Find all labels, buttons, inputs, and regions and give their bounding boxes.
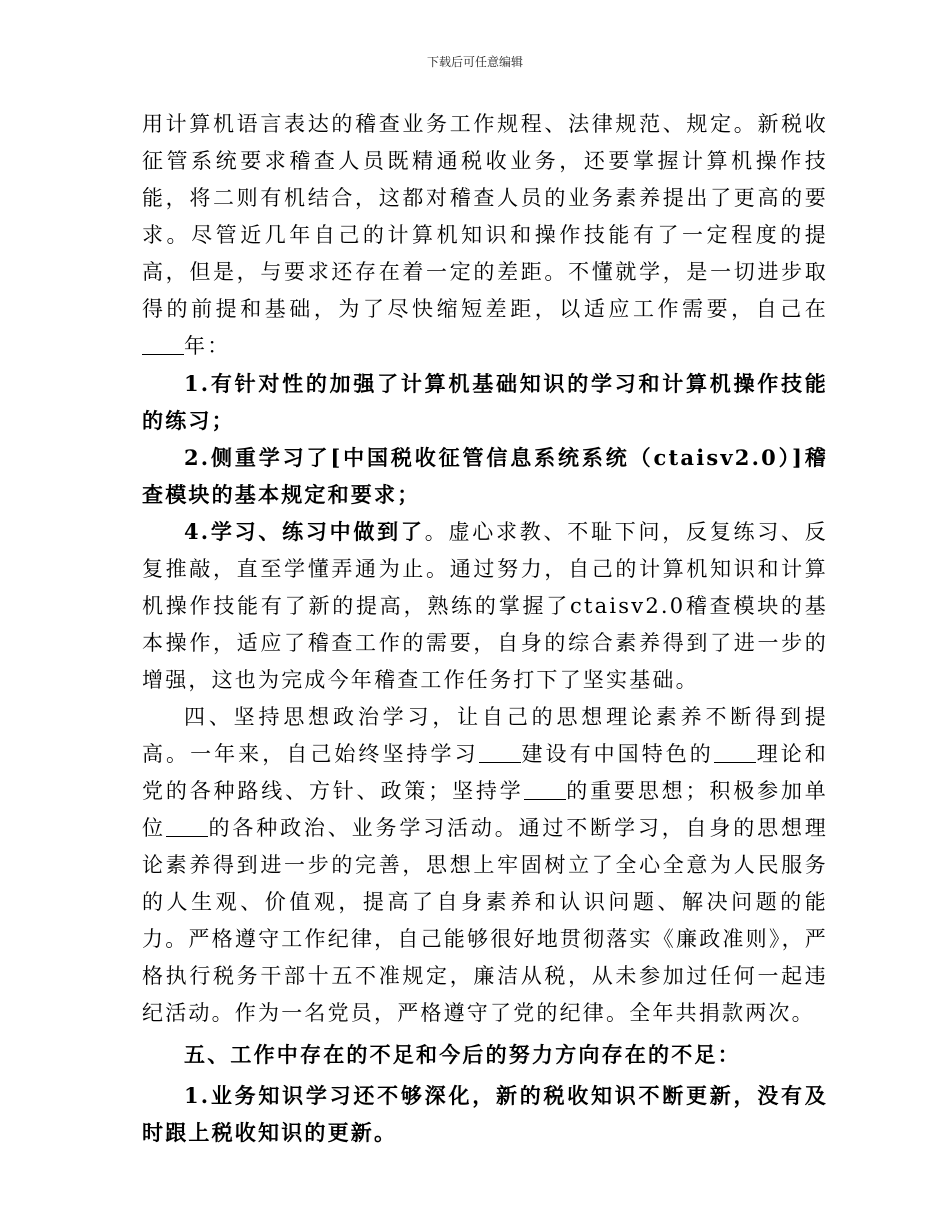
list-item-4-text: 。虚心求教、不耻下问，反复练习、反复推敲，直至学懂弄通为止。通过努力，自己的计算机知识和计算机操作技能有了新的提高，熟练的掌握了ctaisv2.0稽查模块的基本操作，适应了稽查工作的需要，自身的综合素养得到了进一步的增强，这也为完成今年稽查工作任务打下了坚实基础。 <box>142 520 828 692</box>
section-4-text-1: 四、坚持思想政治学习，让自己的思想理论素养不断得到提高。一年来，自己始终坚持学习 <box>142 705 828 766</box>
section-4-text-3: 理论和党的各种路线、方针、政策；坚持学 <box>142 742 828 803</box>
section-4-text-2: 建设有中国特色的 <box>520 742 714 766</box>
list-item-4 <box>142 513 828 699</box>
section-5-heading: 五、工作中存在的不足和今后的努力方向存在的不足： <box>184 1042 741 1067</box>
document-body <box>142 106 828 1151</box>
list-item-1: 1.有针对性的加强了计算机基础知识的学习和计算机操作技能的练习； <box>142 371 828 433</box>
section-4-paragraph <box>142 699 828 1032</box>
paragraph-text: 用计算机语言表达的稽查业务工作规程、法律规范、规定。新税收征管系统要求稽查人员既精通税收业务，还要掌握计算机操作技能，将二则有机结合，这都对稽查人员的业务素养提出了更高的要求。尽管近几年自己的计算机知识和操作技能有了一定程度的提高，但是，与要求还存在着一定的差距。不懂就学，是一切进步取得的前提和基础，为了尽快缩短差距，以适应工作需要，自己在 <box>142 112 828 321</box>
list-item-4-lead: 4.学习、练习中做到了 <box>184 519 425 544</box>
blank-underline <box>479 744 521 763</box>
paragraph-computer-skills <box>142 106 828 365</box>
section-4-text-5: 的各种政治、业务学习活动。通过不断学习，自身的思想理论素养得到进一步的完善，思想上牢固树立了全心全意为人民服务的人生观、价值观，提高了自身素养和认识问题、解决问题的能力。严格遵守工作纪律，自己能够很好地贯彻落实《廉政准则》，严格执行税务干部十五不准规定，廉洁从税，从未参加过任何一起违纪活动。作为一名党员，严格遵守了党的纪律。全年共捐款两次。 <box>142 816 828 1025</box>
blank-underline <box>714 744 756 763</box>
page-header-note: 下载后可任意编辑 <box>426 55 523 69</box>
list-item-2: 2.侧重学习了[中国税收征管信息系统系统（ctaisv2.0）]稽查模块的基本规定和要求； <box>142 445 828 507</box>
blank-underline <box>524 781 566 800</box>
paragraph-text-tail: 年： <box>184 334 231 358</box>
blank-underline <box>142 336 184 355</box>
blank-underline <box>166 818 208 837</box>
section-4-text-4: 的重要思想；积极参加单位 <box>142 779 828 840</box>
section-5-item-1: 1.业务知识学习还不够深化，新的税收知识不断更新，没有及时跟上税收知识的更新。 <box>142 1083 828 1145</box>
